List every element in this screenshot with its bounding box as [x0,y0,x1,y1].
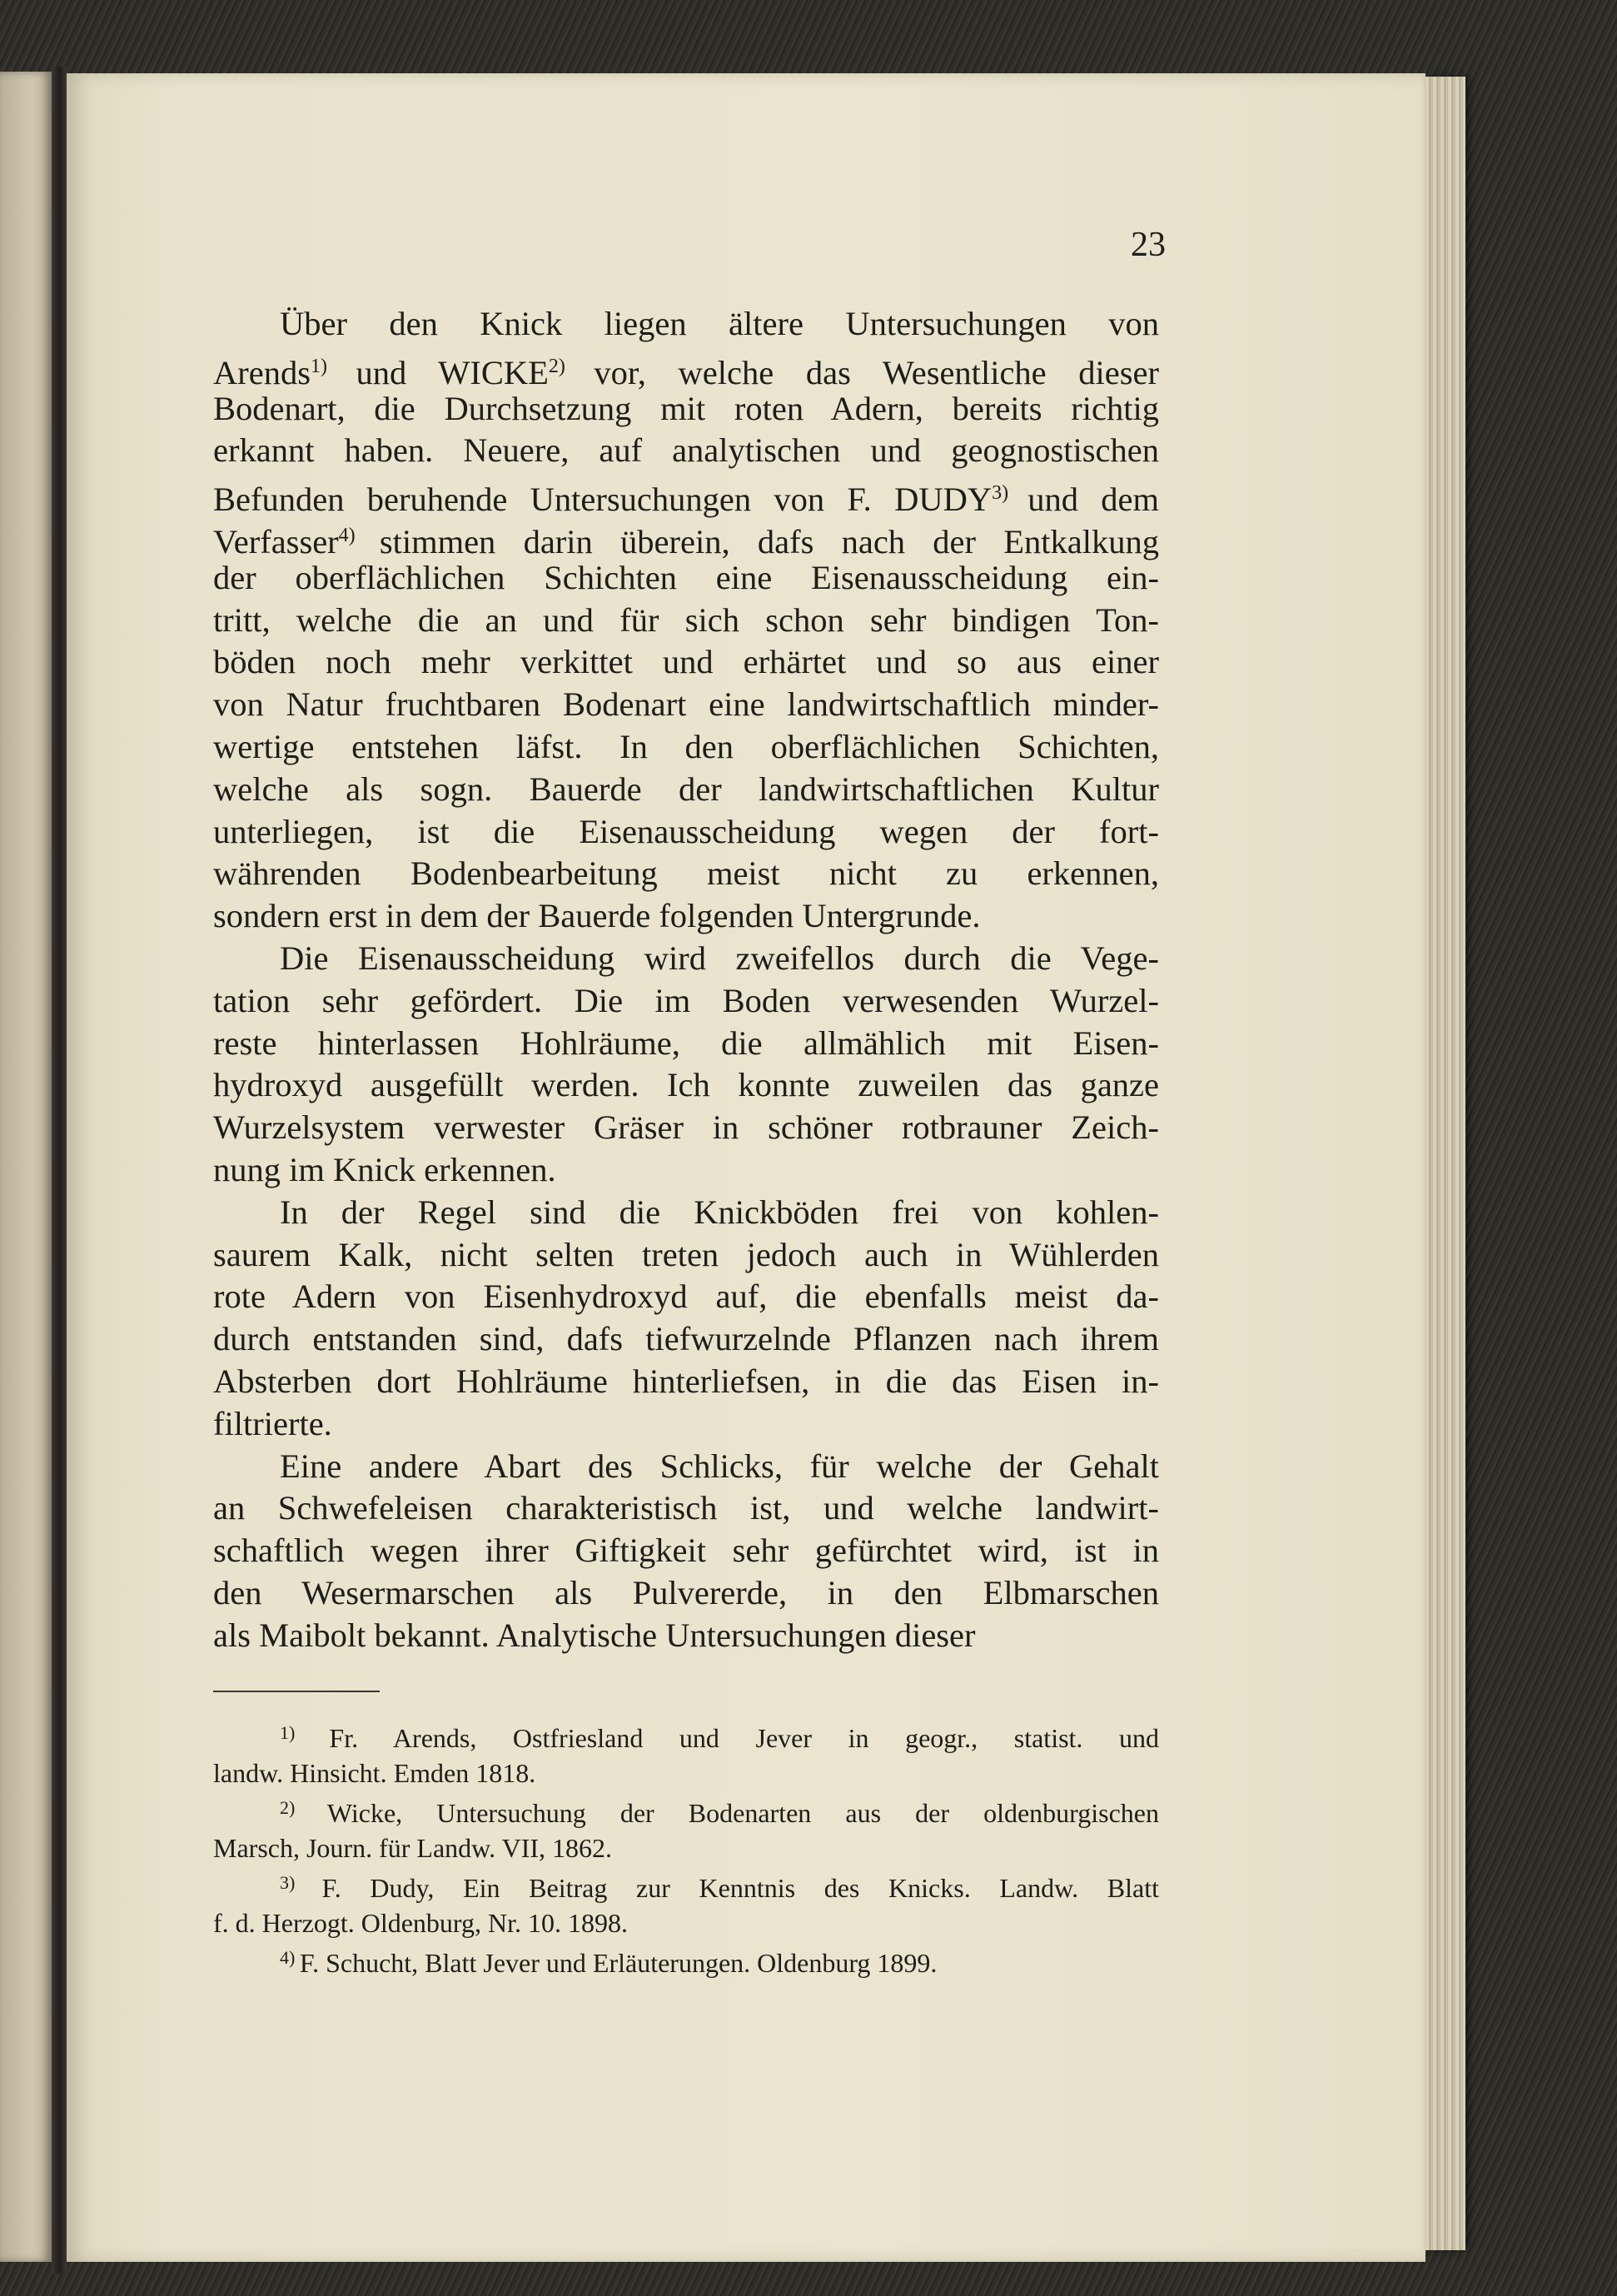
text-line: Bodenart, die Durchsetzung mit roten Adern, bereits richtig [213,389,1159,427]
footnote-marker: 2) [280,1797,327,1818]
text-line: böden noch mehr verkittet und erhärtet und so aus einer [213,643,1159,681]
text-line: den Wesermarschen als Pulvererde, in den Elbmarschen [213,1573,1159,1611]
footnote-marker: 1) [280,1722,330,1743]
text-line: Eine andere Abart des Schlicks, für welche der Gehalt [280,1447,1159,1485]
text-line: In der Regel sind die Knickböden frei von kohlen- [280,1193,1159,1231]
text-line: der oberflächlichen Schichten eine Eisenausscheidung ein- [213,558,1159,596]
footnote-line: landw. Hinsicht. Emden 1818. [213,1757,536,1788]
text-line: erkannt haben. Neuere, auf analytischen und geognostischen [213,431,1159,470]
footnote-line: f. d. Herzogt. Oldenburg, Nr. 10. 1898. [213,1907,628,1938]
body-text [213,233,1159,1657]
footnote-rule [213,1691,380,1692]
text-line: saurem Kalk, nicht selten treten jedoch auch in Wühlerden [213,1235,1159,1273]
text-line: rote Adern von Eisenhydroxyd auf, die ebenfalls meist da- [213,1277,1159,1316]
footnote-line: $^{2)}$ Wicke, Untersuchung der Bodenarten aus der oldenburgischen [280,1797,1160,1828]
page-number: 23 [1131,226,1166,264]
footnote-marker: 4) [280,1947,300,1968]
text-line: unterliegen, ist die Eisenausscheidung wegen der fort- [213,812,1159,850]
footnote-list [213,1716,1159,1981]
text-line: Die Eisenausscheidung wird zweifellos durch die Vege- [280,939,1159,977]
footnote-line: $^{3)}$ F. Dudy, Ein Beitrag zur Kenntnis des Knicks. Landw. Blatt [280,1872,1159,1903]
previous-page-edge [0,72,52,2262]
text-line: von Natur fruchtbaren Bodenart eine landwirtschaftlich minder- [213,685,1159,724]
page-stack-edges [1425,77,1465,2250]
text-line: Über den Knick liegen ältere Untersuchungen von [280,305,1159,342]
text-line: tritt, welche die an und für sich schon sehr bindigen Ton- [213,600,1159,639]
text-line: reste hinterlassen Hohlräume, die allmählich mit Eisen- [213,1023,1159,1062]
text-line: Arends$^{1)}$ und WICKE$^{2)}$ vor, welche das Wesentliche dieser [213,353,1159,391]
text-line: hydroxyd ausgefüllt werden. Ich konnte zuweilen das ganze [213,1066,1159,1104]
text-line: welche als sogn. Bauerde der landwirtschaftlichen Kultur [213,769,1159,808]
paragraph [213,1192,1159,1446]
text-line: Wurzelsystem verwester Gräser in schöner rotbrauner Zeich- [213,1108,1159,1147]
footnote-marker: 3) [280,1872,322,1893]
text-line: sondern erst in dem der Bauerde folgenden Untergrunde. [213,897,981,935]
text-line: als Maibolt bekannt. Analytische Untersuchungen dieser [213,1616,976,1654]
footnote-line: Marsch, Journ. für Landw. VII, 1862. [213,1832,613,1863]
paragraph [213,1446,1159,1657]
text-line: schaftlich wegen ihrer Giftigkeit sehr gefürchtet wird, ist in [213,1531,1159,1570]
text-line: durch entstanden sind, dafs tiefwurzelnde Pflanzen nach ihrem [213,1320,1159,1358]
text-line: Befunden beruhende Untersuchungen von F. DUDY$^{3)}$ und dem [213,481,1159,519]
book-gutter [52,67,67,2274]
text-line: Absterben dort Hohlräume hinterliefsen, in die das Eisen in- [213,1362,1159,1400]
text-line: währenden Bodenbearbeitung meist nicht zu erkennen, [213,854,1159,893]
text-line: filtrierte. [213,1404,332,1442]
paragraph [213,303,1159,938]
text-line: nung im Knick erkennen. [213,1150,556,1188]
footnote-line: $^{1)}$ Fr. Arends, Ostfriesland und Jever in geogr., statist. und [280,1722,1160,1753]
paragraph [213,938,1159,1192]
text-line: tation sehr gefördert. Die im Boden verwesenden Wurzel- [213,981,1159,1019]
footnotes [213,1691,1159,1981]
text-line: wertige entstehen läfst. In den oberflächlichen Schichten, [213,727,1159,765]
footnote-line: $^{4)}$ F. Schucht, Blatt Jever und Erläuterungen. Oldenburg 1899. [280,1947,938,1978]
text-line: Verfasser$^{4)}$ stimmen darin überein, dafs nach der Entkalkung [213,522,1159,560]
text-line: an Schwefeleisen charakteristisch ist, und welche landwirt- [213,1489,1159,1527]
